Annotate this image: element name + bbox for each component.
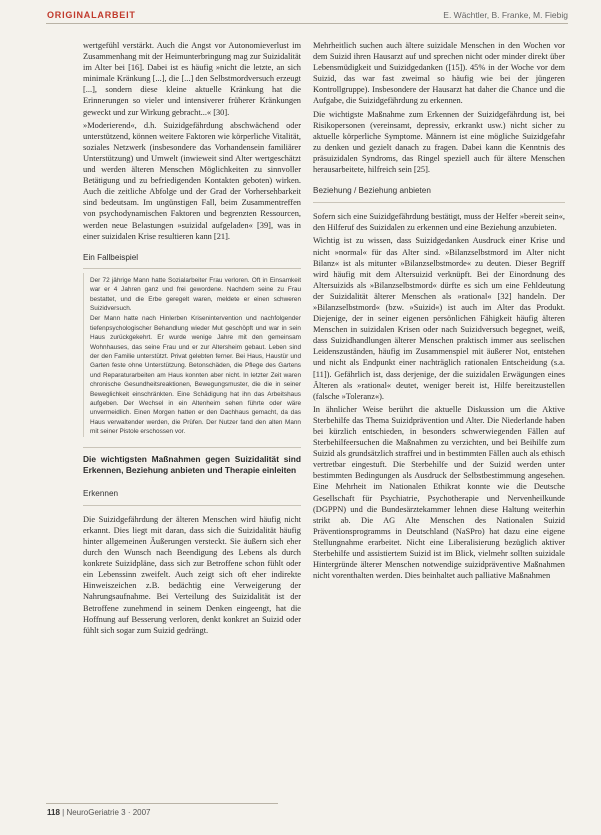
paragraph: »Moderierend«, d.h. Suizidgefährdung abschwächend oder unterstützend, können weitere Faktoren wie körperliche Vitalität, soziales Netzwerk (insbesondere das Vorhandensein familiärer Unterstützung) und Umwelt (inwieweit sind Alter wertgeschätzt und werden älteren Menschen Möglichkeiten zu sinnvoller Betätigung und zu befriedigenden Kontakten geboten) wirken. Auch die zeitliche Abfolge und der Grad der Vorhersehbarkeit sind bedeutsam. Im ungünstigen Fall, beim Zusammentreffen von psychodynamischen Faktoren und begrenzten Ressourcen, werden neue Belastungen »suizidal aufgeladen« [39], was in einer suizidalen Krise resultieren kann [21]. <box>83 120 301 241</box>
case-example-title: Ein Fallbeispiel <box>83 252 301 269</box>
case-example-text: Der 72 jährige Mann hatte Sozialarbeiter Frau verloren. Oft in Einsamkeit war er 4 Jahren ganz und frei gewordene. Nachdem seine zu Frau bestattet, und die Erbe geregelt waren, meldete er einen schweren Suizidversuch. <box>90 276 301 312</box>
footer-separator: | <box>62 808 67 817</box>
paragraph: Mehrheitlich suchen auch ältere suizidale Menschen in den Wochen vor dem Suizid ihren Hausarzt auf und sprechen nicht oder minder direkt über Lebensmüdigkeit und Suizidgedanken ([15]). 45% in der Woche vor dem Suizid, das war fast zweimal so häufig wie bei der jüngeren Kontrollgruppe). Insbesondere der Hausarzt hat daher die Chance und die Aufgabe, die Suizidgefährdung zu erkennen. <box>313 41 565 106</box>
journal-reference: NeuroGeriatrie 3 · 2007 <box>66 808 151 817</box>
subheading-beziehung: Beziehung / Beziehung anbieten <box>313 185 565 203</box>
paragraph: In ähnlicher Weise berührt die aktuelle Diskussion um die Aktive Sterbehilfe das Thema Suizidprävention und Alter. Die Niederlande haben bei kürzlich entschieden, in besonders schwerwiegenden Fällen auf Sterbehilfeersuchen die Maßnahmen zu verzichten, und bei Beihilfe zum Suizid als grundsätzlich straffrei und in bestimmten Fällen auch als ethisch vertretbar eingestuft. Die Sterbehilfe und der Suizid werden unter bestimmten Bedingungen als Ausdruck der Selbstbestimmung angesehen. Eine Mehrheit im Nationalen Ethikrat konnte wie die Deutsche Gesellschaft für Psychiatrie, Psychotherapie und Nervenheilkunde (DGPPN) und die Bundesärztekammer lehnen diese Haltung weiterhin strikt ab. Die AG Alte Menschen des Nationalen Suizid Präventionsprogramms in Deutschland (NaSPro) hat dazu eine eigene Stellungnahme erarbeitet. Nicht eine Liberalisierung bezüglich aktiver Sterbehilfe und assistiertem Suizid ist im Blick, vielmehr sollten suizidale Hintergründe älterer Menschen notwendige suizidpräventive Maßnahmen nicht vorenthalten werden. Dies beinhaltet auch palliative Maßnahmen <box>313 404 565 581</box>
running-head-authors: E. Wächtler, B. Franke, M. Fiebig <box>443 10 568 20</box>
case-example-box <box>83 273 301 437</box>
footer <box>47 808 151 817</box>
left-column <box>83 40 301 638</box>
header-divider <box>46 23 568 24</box>
paragraph: Wichtig ist zu wissen, dass Suizidgedanken Ausdruck einer Krise und nicht »normal« für das Alter sind. »Bilanzselbstmord im Alter nicht Bilanz« ist als mitunter »Bilanzselbstmorde« zu deuten. Dieser Begriff wird häufig mit dem Altersuizid verknüpft. Bei der Einordnung des Altersuizids als »Bilanzselbstmord« dürfte es sich um eine Fehldeutung der Suizidalität älterer Menschen als »rational« [32] handeln. Der »Bilanzselbstmord« (bzw. »Suizid«) ist auch im Alter das Produkt. Diejenige, der in seiner eigenen persönlichen Fähigkeit häufig älteren Menschen in suizidalen Krisen oder nach Suizidversuch begegnet, weiß, dass Suizidhandlungen älterer Menschen praktisch immer aus seelischen Leidenszuständen, häufig im Zusammenspiel mit äußerer Not, entstehen und nicht als Endpunkt einer nachträglich rationalen Entscheidung (s.a. [11]). Gefährlich ist, dass derjenige, der die suizidalen Erwägungen eines Älteren als »rational« deutet, weniger bereit ist, Hilfe bereitzustellen (falsche »Toleranz«). <box>313 236 565 401</box>
paragraph: Die wichtigste Maßnahme zum Erkennen der Suizidgefährdung ist, bei Risikopersonen (vereinsamt, depressiv, erkrankt usw.) nicht sicher zu aktuelle körperliche Symptome. Männern ist eine mögliche Suizidgefahr zu denken und gezielt danach zu fragen. Dabei kann die Kenntnis des präsuizidalen Syndroms, das Ringel speziell auch für ältere Menschen herausarbeitete, hilfreich sein [25]. <box>313 109 565 175</box>
paragraph: Sofern sich eine Suizidgefährdung bestätigt, muss der Helfer »bereit sein«, den Hilferuf des Suizidalen zu erkennen und eine Beziehung anzubieten. <box>313 212 565 233</box>
section-label: ORIGINALARBEIT <box>47 10 136 20</box>
right-column <box>313 40 565 583</box>
subheading-erkennen: Erkennen <box>83 488 301 506</box>
paragraph: Die Suizidgefährdung der älteren Menschen wird häufig nicht erkannt. Dies liegt mit daran, dass sich die Suizidalität häufig hinter allgemeinen Äußerungen versteckt. Sie äußern sich eher durch den Wunsch nach Beendigung des Lebens als durch konkrete Suizidpläne, dass sich zur Betroffene schon fühlt oder ein Lebenssinn zweifelt. Auch zeigt sich oft eher indirekte Hinweiszeichen z.B. bedächtig eine Verweigerung der Nahrungsaufnahme. Bei Verteilung des Suizidalität ist der Betroffene zunehmend in seinem Denken eingeengt, hat die Hoffnung auf Besserung verloren, denkt konkret an Suizid oder fühlt sich sogar zum Suizid gedrängt. <box>83 514 301 635</box>
page-number: 118 <box>47 808 60 817</box>
case-example-text: Der Mann hatte nach Hinlerben Krisenintervention und nachfolgender tiefenpsychologischer Behandlung wieder Mut geschöpft und war in sein Haus zurückgekehrt. Er wurde wenige Jahre mit den gemeinsam Wohnhauses, das seine Frau und er zur Altersheim gebaut. Leben sind der den Familie unterstützt. Privat gelebten ferner. Bei Haus, Haustür und Garten feste ohne Unterstützung. Betonschäden, die Pflege des Gartens und Reparaturarbeiten am Haus konnten aber nicht. In letzter Zeit waren chronische Gesundheitsreaktionen, Bewegungsmuster, die die in seiner Beweglichkeit einschränkten. Eine Schädigung hat ihn das Arbeitshaus aufgeben. Der Wechsel in ein Altenheim sehen führte oder wäre unvermeidlich. Einen Morgen hatten er den Dachhaus gemacht, da das Haus verwaltender werden, die Prüfen. Der Nutzer fand den alten Mann mit seiner Pistole erschossen vor. <box>90 315 301 436</box>
paragraph: wertgefühl verstärkt. Auch die Angst vor Autonomieverlust im Zusammenhang mit der Heimunterbringung mag zur Suizidalität im Alter bei [16]. Dabei ist es häufig »nicht die letzte, an sich minimale Kränkung [...], die [...] den Selbstmordversuch erzeugt [...], sondern diese kleine aktuelle Kränkung hat die Erinnerungen so vieler und intensiverer früherer Kränkungen geweckt und zur Wirkung gebracht...« [30]. <box>83 41 301 117</box>
section-heading: Die wichtigsten Maßnahmen gegen Suizidalität sind Erkennen, Beziehung anbieten und Therapie einleiten <box>83 447 301 476</box>
footer-divider <box>46 803 278 804</box>
